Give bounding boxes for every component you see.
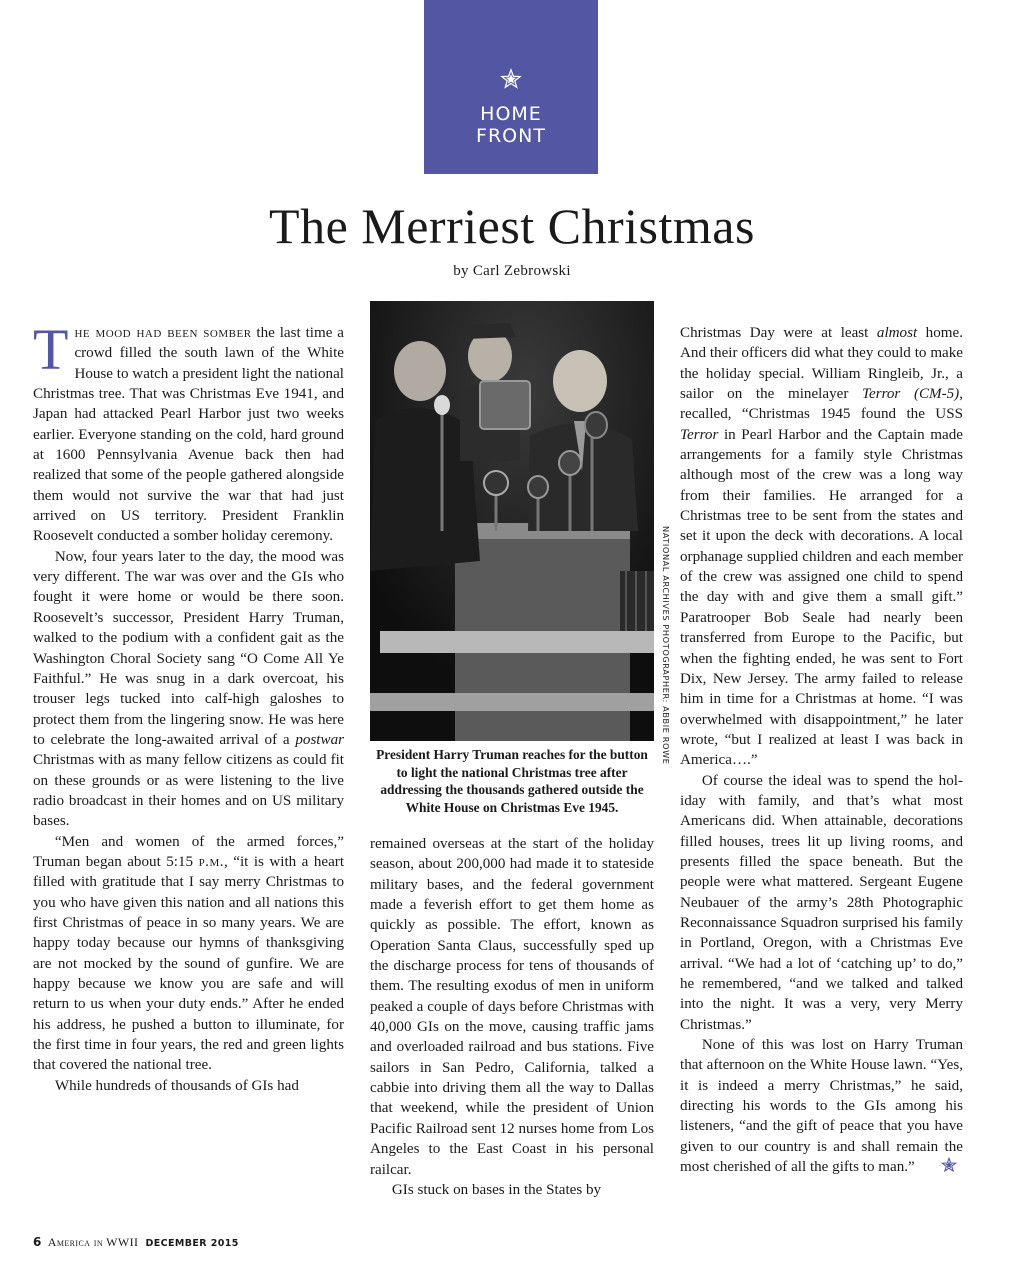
paragraph: Now, four years later to the day, the mood was very different. The war was over and the GIs who fought it were home or would be there soon. Roosevelt’s successor, President Harry Truman, walked to the podium with a confident gait as the Washington Choral Society sang “O Come All Ye Faithful.” He was snug in a dark overcoat, his trouser legs tucked into calf-high galoshes to protect them from the lingering snow. He was here to celebrate the long-awaited arrival of a postwar Christmas with as many fellow citizens as could fit on these grounds or as were listening to the live radio broadcast in their homes and on US military bases. — [33, 548, 344, 830]
byline: by Carl Zebrowski — [453, 263, 571, 279]
star-icon — [919, 1157, 935, 1173]
paragraph: “Men and women of the armed forces,” Truman began about 5:15 p.m., “it is with a heart filled with gratitude that I say merry Christmas to you who have given this nation and all nations this first Christmas of peace in so many years. We are happy today because our hymns of thanksgiving are not mocked by the sound of gunfire. We are happy because we know you are safe and will return to us when your duty ends.” After he ended his address, he pushed a button to illuminate, for the first time in four years, the red and green lights that covered the national tree. — [33, 833, 345, 1074]
paragraph: Of course the ideal was to spend the holiday with family, and that’s what most Americans did. When attainable, decorations filled houses, trees lit up living rooms, and presents filled the space beneath. But the people were what mattered. Sergeant Eugene Neubauer of the army’s 28th Photographic Reconnaissance Squadron surprised his family in Portland, Oregon, with a Christmas Eve arrival. “We had a lot of ‘catching up’ to do,” he remembered, “and we talked and talked into the night. It was a very, very Merry Christmas.” — [680, 772, 963, 1033]
page-footer — [33, 1235, 239, 1251]
section-tab-line1: HOME — [480, 103, 542, 125]
paragraph: Christmas Day were at least almost home. And their officers did what they could to make the holiday special. William Ringleib, Jr., a sailor on the minelayer Terror (CM-5), recalled, “Christmas 1945 found the USS Terror in Pearl Harbor and the Captain made arrangements for a family style Christmas although most of the crew was a long way from their families. He arranged for a Christmas tree to be sent from the states and set it upon the deck with decorations. A local orphanage supplied children and each member of the crew was assigned one child to spend the day with and give them a small gift.” Paratrooper Bob Seale had nearly been transferred from Europe to the Pacific, but when the fighting ended, he was sent to Fort Dix, New Jersey. The army failed to release him in time for a Christmas at home. “I was overwhelmed with disappointment,” he later wrote, “but I realized at least I was back in America….” — [680, 325, 963, 769]
article-column-1 — [33, 317, 345, 1096]
section-tab-line2: FRONT — [476, 125, 546, 147]
photo-caption: President Harry Truman reaches for the button to light the national Christmas tree after addressing the thousands gathered outside the White House on Christmas Eve 1945. — [376, 747, 648, 815]
article-column-3 — [680, 323, 963, 1177]
paragraph: None of this was lost on Harry Truman that afternoon on the White House lawn. “Yes, it is indeed a merry Christmas,” he said, directing his words to the GIs among his listeners, “and the gift of peace that you have given to our country is and shall remain the most cherished of all the gifts to man.” — [680, 1037, 963, 1176]
drop-cap: T — [33, 317, 69, 382]
star-icon — [424, 68, 598, 90]
article-title: The Merriest Christmas — [269, 198, 755, 254]
paragraph: remained overseas at the start of the holiday season, about 200,000 had made it to stateside military bases, and the federal government made a feverish effort to get them home as quickly as possible. The effort, known as Operation Santa Claus, successfully sped up the discharge process for tens of thousands of them. The resulting exodus of men in uniform peaked a couple of days before Christmas with 40,000 GIs on the move, causing traffic jams and overloaded railroad and bus stations. Five sailors in San Pedro, California, talked a cabbie into driving them all the way to Dallas that weekend, while the president of Union Pacific Railroad sent 12 nurses home from Los Angeles to the East Coast in his personal railcar. — [370, 836, 654, 1178]
issue-date: DECEMBER 2015 — [145, 1238, 239, 1249]
paragraph: While hundreds of thousands of GIs had — [54, 1077, 299, 1094]
article-column-2 — [370, 834, 654, 1200]
truman-photo — [370, 301, 654, 741]
page-number: 6 — [33, 1235, 42, 1249]
photo-credit: NATIONAL ARCHIVES PHOTOGRAPHER: ABBIE ROWE — [661, 526, 671, 765]
magazine-name: America in WWII — [47, 1235, 139, 1249]
lead-in-smallcaps: he mood had been somber — [74, 325, 252, 341]
paragraph: GIs stuck on bases in the States by — [391, 1181, 602, 1198]
section-tab — [424, 0, 598, 174]
paragraph: The mood had been somber the last time a crowd filled the south lawn of the White House to watch a president light the national Christmas tree. That was Christmas Eve 1941, and Japan had attacked Pearl Harbor just two weeks earlier. Everyone standing on the cold, hard ground at 1600 Pennsylvania Avenue back then had realized that some of the people gathered alongside them would not survive the war that had just arrived on US territory. President Franklin Roosevelt conducted a somber holiday ceremony. — [33, 317, 344, 545]
